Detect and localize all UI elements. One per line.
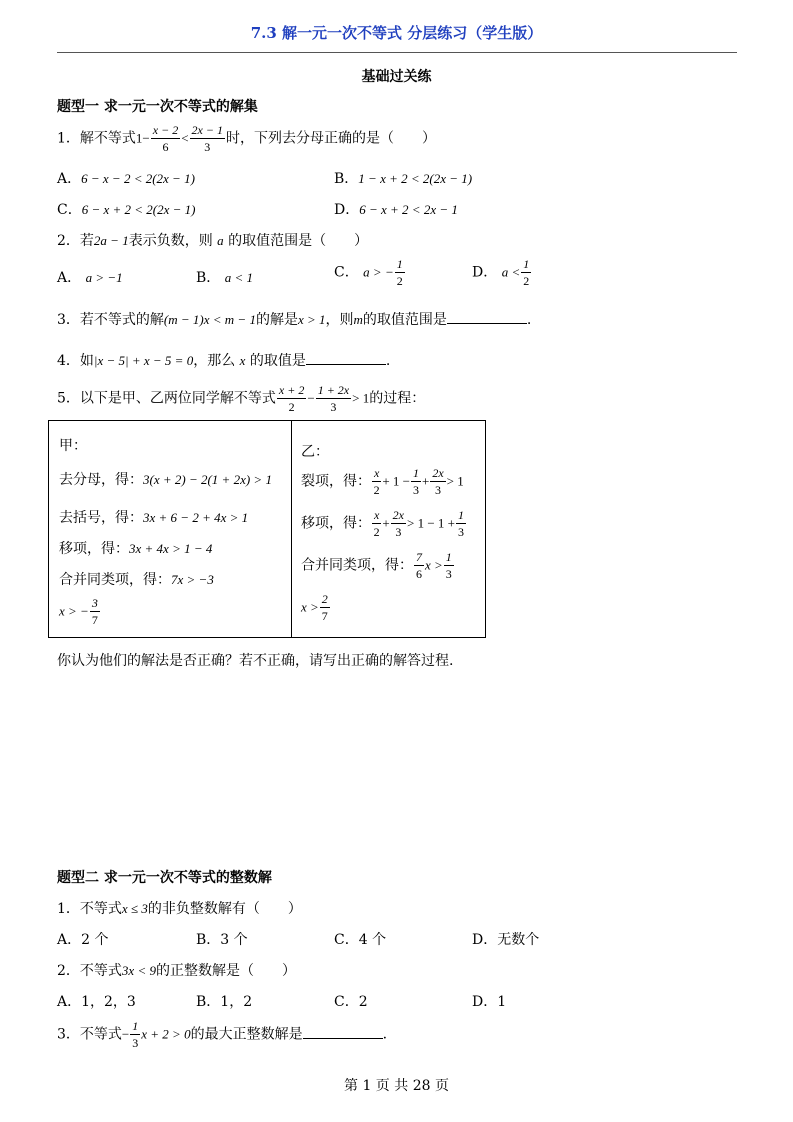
q1-option-c[interactable] [57, 199, 196, 219]
yi-step3-label: 合并同类项，得： [301, 557, 413, 574]
q3-end: . [526, 312, 532, 328]
q1-option-b[interactable] [334, 168, 472, 188]
t2-q3-answer-blank[interactable] [303, 1024, 383, 1039]
q3-mid2: ，则 [325, 312, 354, 328]
q2-stem [57, 230, 368, 250]
yi-step1-frac-b [411, 467, 421, 496]
q1-option-d[interactable] [334, 199, 458, 219]
t2-q1-option-b[interactable]: B．3 个 [196, 932, 248, 948]
q4-prefix: 4．如 [57, 353, 94, 369]
q1-frac2-num: 2x − 1 [191, 123, 223, 137]
yi-step1-a-num: x [374, 466, 380, 480]
yi-step3-b-den: 3 [445, 567, 452, 581]
t2-q2-option-d[interactable]: D．1 [472, 994, 507, 1010]
q1-option-c-text: 6 − x + 2 < 2(2x − 1) [81, 202, 196, 217]
q2-option-c-label: C． [334, 264, 359, 281]
yi-step4-den: 7 [321, 609, 328, 623]
jia-step2-label: 去括号，得： [59, 510, 143, 526]
q1-option-d-label: D． [334, 202, 360, 218]
jia-step1-label: 去分母，得： [59, 472, 143, 488]
t2-q2-option-a[interactable]: A．1，2，3 [57, 994, 136, 1010]
q2-option-d-num: 1 [523, 257, 530, 271]
q2-option-a-text: a > −1 [85, 270, 123, 285]
q3-suffix: 的取值范围是 [362, 312, 447, 328]
yi-step3-a-den: 6 [416, 567, 422, 581]
t2-q3-prefix: 3．不等式 [57, 1026, 122, 1043]
jia-step4 [59, 569, 214, 589]
t2-q2-option-c[interactable]: C．2 [334, 994, 368, 1010]
q1-option-c-label: C． [57, 202, 82, 218]
q3-answer-blank[interactable] [447, 309, 527, 324]
yi-step1-mid: + 1 − [382, 473, 410, 489]
yi-step1-c-den: 3 [435, 483, 441, 497]
t2-q3-suffix: 的最大正整数解是 [190, 1026, 303, 1043]
yi-step2-frac-c [456, 509, 466, 538]
q1-one: 1 [135, 130, 143, 146]
q2-prefix: 2．若 [57, 233, 94, 249]
q5-frac1-den: 2 [288, 400, 295, 414]
q4-expr: |x − 5| + x − 5 = 0 [93, 353, 194, 368]
yi-step2-b-num: 2x [392, 508, 404, 522]
q2-option-d-label: D． [472, 264, 498, 281]
solutions-table [48, 420, 486, 638]
yi-step3-mid: x > [425, 557, 443, 573]
yi-step2-b-den: 3 [395, 525, 402, 539]
t2-q3-minus: − [121, 1026, 130, 1042]
yi-step3-frac-a [414, 551, 424, 580]
q1-option-a[interactable] [57, 168, 195, 188]
q2-option-b-label: B． [196, 270, 221, 286]
yi-step1-a-den: 2 [373, 483, 380, 497]
yi-step2-c-num: 1 [458, 508, 464, 522]
q5-prefix: 5．以下是甲、乙两位同学解不等式 [57, 390, 276, 407]
q4-mid: ，那么 [193, 353, 236, 369]
q5-frac2-num: 1 + 2x [317, 383, 350, 397]
jia-step2-expr: 3x + 6 − 2 + 4x > 1 [143, 510, 249, 525]
yi-step1-b-num: 1 [413, 466, 419, 480]
jia-step1-expr: 3(x + 2) − 2(1 + 2x) > 1 [143, 472, 272, 487]
q5-minus: − [307, 390, 315, 406]
q1-suffix: 时，下列去分母正确的是（ ） [225, 130, 436, 147]
yi-step2-frac-b [391, 509, 406, 538]
q3-mid: 的解是 [255, 312, 298, 328]
jia-step1 [59, 469, 272, 489]
q2-suffix: 的取值范围是（ ） [228, 233, 369, 249]
q2-expr: 2a − 1 [93, 233, 129, 248]
t2-q3-expr: x + 2 > 0 [141, 1026, 191, 1042]
t2-q1-expr: x ≤ 3 [121, 901, 148, 916]
q1-option-a-text: 6 − x − 2 < 2(2x − 1) [81, 171, 195, 186]
q1-prefix: 1．解不等式 [57, 130, 136, 147]
q5-stem [57, 384, 425, 413]
q1-stem [57, 124, 436, 153]
q2-option-a[interactable] [57, 267, 123, 287]
t2-q3-den: 3 [132, 1036, 139, 1050]
q2-var: a [217, 233, 224, 248]
q4-suffix: 的取值是 [249, 353, 306, 369]
t2-q1-stem [57, 898, 302, 918]
jia-step2 [59, 507, 248, 527]
yi-step1-c-num: 2x [432, 466, 444, 480]
jia-step3 [59, 538, 212, 558]
q5-frac1-num: x + 2 [278, 383, 305, 397]
q2-option-c-num: 1 [396, 257, 403, 271]
yi-step4-frac [320, 593, 330, 622]
t2-q3-end: . [382, 1026, 388, 1043]
jia-step5-frac [90, 597, 100, 626]
q5-frac2 [316, 384, 351, 413]
jia-name: 甲： [59, 438, 87, 454]
yi-step2-plus: + [382, 515, 390, 531]
q5-frac1 [277, 384, 306, 413]
q3-var: m [353, 312, 363, 327]
q1-frac1 [151, 124, 180, 153]
document-title: 7.3 解一元一次不等式 分层练习（学生版） [250, 24, 543, 42]
q1-lt: < [181, 130, 189, 146]
t2-q2-suffix: 的正整数解是（ ） [155, 963, 296, 979]
yi-step1-frac-c [430, 467, 445, 496]
q3-prefix: 3．若不等式的解 [57, 312, 164, 328]
yi-step1-b-den: 3 [413, 483, 419, 497]
type1-heading: 题型一 求一元一次不等式的解集 [57, 99, 258, 115]
q2-option-b[interactable] [196, 267, 253, 287]
q2-option-a-label: A． [57, 270, 82, 286]
yi-step2-label: 移项，得： [301, 515, 371, 532]
q2-option-c-text: a > − [363, 264, 394, 280]
q2-mid: 表示负数，则 [128, 233, 213, 249]
yi-step1-plus: + [422, 473, 430, 489]
q1-frac1-num: x − 2 [152, 123, 179, 137]
jia-step5-num: 3 [91, 596, 98, 610]
q3-stem [57, 309, 531, 329]
jia-step3-label: 移项，得： [59, 541, 129, 557]
q2-option-c-den: 2 [396, 274, 403, 288]
yi-name: 乙： [301, 444, 329, 460]
t2-q2-prefix: 2．不等式 [57, 963, 122, 979]
q5-rhs: > 1 [352, 390, 370, 406]
q1-frac2-den: 3 [204, 140, 211, 154]
jia-step4-label: 合并同类项，得： [59, 572, 171, 588]
yi-step4-num: 2 [321, 592, 328, 606]
q4-stem [57, 350, 390, 370]
page-number: 第 1 页 共 28 页 [344, 1078, 449, 1094]
yi-step1 [301, 467, 464, 496]
t2-q2-option-b[interactable]: B．1，2 [196, 994, 253, 1010]
yi-step4-expr: x > [301, 599, 319, 615]
header-rule [57, 52, 737, 53]
jia-step5-den: 7 [91, 613, 98, 627]
yi-step1-frac-a [372, 467, 381, 496]
q4-end: . [385, 353, 391, 369]
yi-step3-a-num: 7 [416, 550, 422, 564]
t2-q2-expr: 3x < 9 [121, 963, 156, 978]
t2-q1-suffix: 的非负整数解有（ ） [147, 901, 302, 917]
yi-step3 [301, 551, 455, 580]
q5-followup: 你认为他们的解法是否正确？若不正确，请写出正确的解答过程. [57, 653, 454, 669]
t2-q3-stem [57, 1020, 387, 1049]
t2-q3-frac [130, 1020, 140, 1049]
q5-suffix: 的过程： [369, 390, 426, 407]
yi-step1-end: > 1 [446, 473, 464, 489]
yi-step2-frac-a [372, 509, 381, 538]
yi-step2 [301, 509, 467, 538]
q1-frac2 [190, 124, 225, 153]
yi-step2-a-den: 2 [373, 525, 380, 539]
yi-step3-b-num: 1 [445, 550, 452, 564]
q2-option-d[interactable] [472, 258, 532, 287]
jia-step5 [59, 597, 101, 626]
q1-frac1-den: 6 [162, 140, 169, 154]
q1-option-a-label: A． [57, 171, 82, 187]
yi-step3-frac-b [444, 551, 454, 580]
t2-q1-option-d[interactable]: D．无数个 [472, 932, 540, 948]
yi-step2-c-den: 3 [458, 525, 464, 539]
q3-sol: x > 1 [297, 312, 326, 327]
q1-option-d-text: 6 − x + 2 < 2x − 1 [359, 202, 458, 217]
q2-option-b-text: a < 1 [224, 270, 254, 285]
type2-heading: 题型二 求一元一次不等式的整数解 [57, 870, 272, 886]
yi-step1-label: 裂项，得： [301, 473, 371, 490]
q2-option-d-den: 2 [523, 274, 530, 288]
q1-option-b-text: 1 − x + 2 < 2(2x − 1) [358, 171, 473, 186]
q3-expr: (m − 1)x < m − 1 [163, 312, 256, 327]
q2-option-c-frac [395, 258, 405, 287]
jia-step4-expr: 7x > −3 [171, 572, 214, 587]
t2-q1-option-a[interactable]: A．2 个 [57, 932, 109, 948]
t2-q1-option-c[interactable]: C．4 个 [334, 932, 387, 948]
t2-q1-prefix: 1．不等式 [57, 901, 122, 917]
t2-q3-num: 1 [132, 1019, 139, 1033]
q2-option-d-frac [521, 258, 531, 287]
section-title: 基础过关练 [361, 69, 432, 85]
q2-option-d-text: a < [501, 264, 521, 280]
q4-var: x [239, 353, 246, 368]
jia-step5-expr: x > − [59, 603, 89, 619]
t2-q2-stem [57, 960, 296, 980]
jia-step3-expr: 3x + 4x > 1 − 4 [129, 541, 213, 556]
yi-step2-mid: > 1 − 1 + [407, 515, 455, 531]
q5-frac2-den: 3 [330, 400, 337, 414]
q2-option-c[interactable] [334, 258, 406, 287]
yi-step4 [301, 593, 331, 622]
q1-minus: − [142, 130, 150, 146]
q1-option-b-label: B． [334, 171, 359, 187]
solutions-table-divider [291, 421, 292, 637]
q4-answer-blank[interactable] [306, 350, 386, 365]
yi-step2-a-num: x [374, 508, 380, 522]
